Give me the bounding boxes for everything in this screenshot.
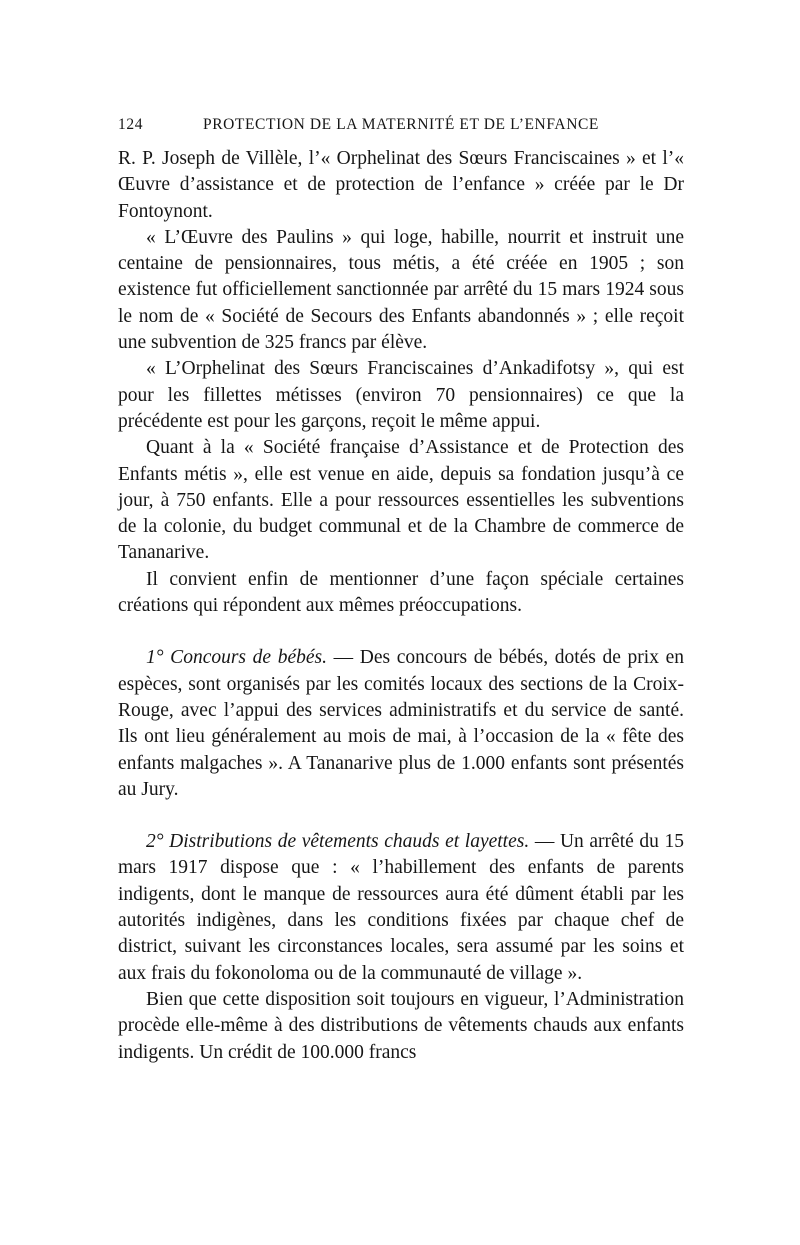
paragraph-orphelinat: « L’Orphelinat des Sœurs Franciscaines d’Ankadifotsy », qui est pour les fillettes métisses (environ 70 pensionnaires) ce que la précédente est pour les garçons, reçoit le même appui.	[118, 358, 684, 432]
book-page	[118, 116, 684, 1066]
section-distributions-vetements	[118, 829, 684, 987]
section-concours-bebes	[118, 645, 684, 803]
section-heading: 2° Distributions de vêtements chauds et layettes.	[146, 831, 530, 853]
running-title: PROTECTION DE LA MATERNITÉ ET DE L’ENFANCE	[202, 116, 600, 133]
section-spacer	[118, 803, 684, 829]
running-header	[118, 116, 684, 146]
paragraph-creations: Il convient enfin de mentionner d’une façon spéciale certaines créations qui répondent aux mêmes préoccupations.	[118, 568, 684, 617]
page-number: 124	[118, 116, 144, 133]
section-heading: 1° Concours de bébés.	[146, 647, 327, 669]
section-spacer	[118, 619, 684, 645]
paragraph-continuation: R. P. Joseph de Villèle, l’« Orphelinat des Sœurs Franciscaines » et l’« Œuvre d’assistance et de protection de l’enfance » créée par le Dr Fontoynont.	[118, 148, 684, 222]
section-body: — Un arrêté du 15 mars 1917 dispose que : « l’habillement des enfants de parents indigents, dont le manque de ressources aura été dûment établi par les autorités indigènes, dans les conditions fixées par chaque chef de district, suivant les circonstances locales, sera assumé par les soins et aux frais du fokonoloma ou de la communauté de village ».	[118, 831, 685, 984]
section-body: — Des concours de bébés, dotés de prix en espèces, sont organisés par les comités locaux des sections de la Croix-Rouge, avec l’appui des services administratifs et du service de santé. Ils ont lieu généralement au mois de mai, à l’occasion de la « fête des enfants malgaches ». A Tananarive plus de 1.000 enfants sont présentés au Jury.	[118, 647, 684, 800]
paragraph-closing: Bien que cette disposition soit toujours en vigueur, l’Administration procède elle-même à des distributions de vêtements chauds aux enfants indigents. Un crédit de 100.000 francs	[118, 988, 684, 1063]
paragraph-societe-francaise: Quant à la « Société française d’Assistance et de Protection des Enfants métis », elle est venue en aide, depuis sa fondation jusqu’à ce jour, à 750 enfants. Elle a pour ressources essentielles les subventions de la colonie, du budget communal et de la Chambre de commerce de Tananarive.	[118, 437, 684, 564]
paragraph-oeuvre-paulins: « L’Œuvre des Paulins » qui loge, habille, nourrit et instruit une centaine de pensionnaires, tous métis, a été créée en 1905 ; son existence fut officiellement sanctionnée par arrêté du 15 mars 1924 sous le nom de « Société de Secours des Enfants abandonnés » ; elle reçoit une subvention de 325 francs par élève.	[118, 226, 684, 354]
